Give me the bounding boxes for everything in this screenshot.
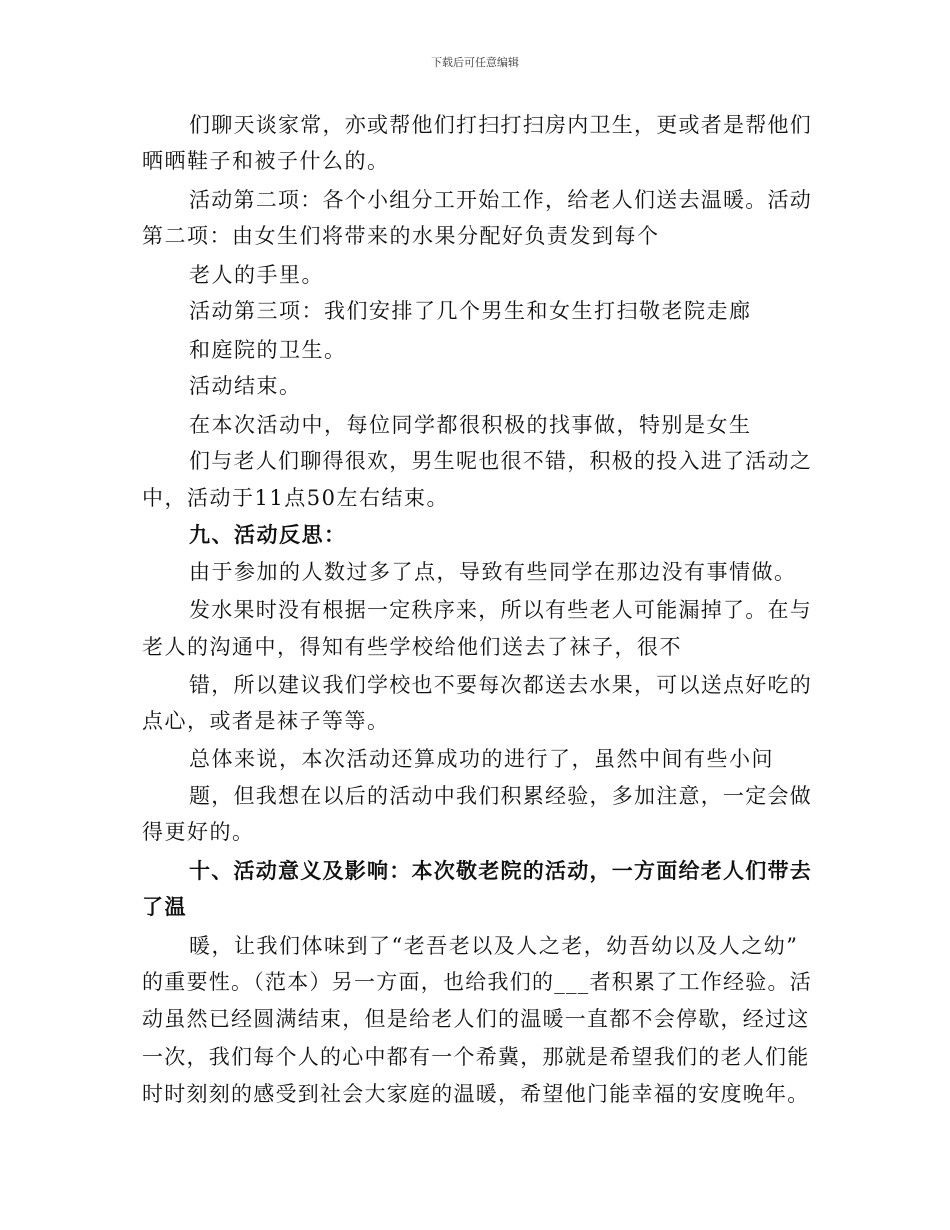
text-line: 错，所以建议我们学校也不要每次都送去水果，可以送点好吃的	[189, 673, 812, 697]
text-line: 活动第三项：我们安排了几个男生和女生打扫敬老院走廊	[189, 299, 752, 323]
text-line: 在本次活动中，每位同学都很积极的找事做，特别是女生	[189, 413, 752, 437]
text-line: 老人的沟通中，得知有些学校给他们送去了袜子，很不	[142, 635, 682, 659]
text-line: 一次，我们每个人的心中都有一个希冀，那就是希望我们的老人们能	[142, 1045, 810, 1069]
text-line: 题，但我想在以后的活动中我们积累经验，多加注意，一定会做	[189, 784, 812, 808]
text-line: 老人的手里。	[189, 263, 324, 287]
text-line: 们聊天谈家常，亦或帮他们打扫打扫房内卫生，更或者是帮他们	[189, 113, 812, 137]
page-header: 下载后可任意编辑	[431, 56, 519, 69]
text-line: 点心，或者是袜子等等。	[142, 709, 390, 733]
text-line: 们与老人们聊得很欢，男生呢也很不错，积极的投入进了活动之	[189, 449, 812, 473]
text-line: 动虽然已经圆满结束，但是给老人们的温暖一直都不会停歇，经过这	[142, 1007, 810, 1031]
text-line: 中，活动于11点50左右结束。	[142, 486, 449, 510]
section-heading-continued: 了温	[142, 894, 187, 919]
text-line: 活动结束。	[189, 374, 302, 398]
text-line: 的重要性。（范本）另一方面，也给我们的___者积累了工作经验。活	[142, 970, 812, 994]
section-heading: 九、活动反思：	[189, 522, 347, 547]
text-line: 得更好的。	[142, 820, 255, 844]
text-line: 暖，让我们体味到了“老吾老以及人之老，幼吾幼以及人之幼”	[189, 934, 799, 958]
text-line: 第二项：由女生们将带来的水果分配好负责发到每个	[142, 224, 660, 248]
text-line: 时时刻刻的感受到社会大家庭的温暖，希望他门能幸福的安度晚年。	[142, 1082, 810, 1106]
text-line: 晒晒鞋子和被子什么的。	[142, 149, 390, 173]
text-line: 和庭院的卫生。	[189, 338, 347, 362]
text-line: 由于参加的人数过多了点，导致有些同学在那边没有事情做。	[189, 560, 797, 584]
text-line: 发水果时没有根据一定秩序来，所以有些老人可能漏掉了。在与	[189, 598, 812, 622]
section-heading: 十、活动意义及影响：本次敬老院的活动，一方面给老人们带去	[189, 858, 812, 883]
text-line: 活动第二项：各个小组分工开始工作，给老人们送去温暖。活动	[189, 188, 812, 212]
text-line: 总体来说，本次活动还算成功的进行了，虽然中间有些小问	[189, 747, 774, 771]
